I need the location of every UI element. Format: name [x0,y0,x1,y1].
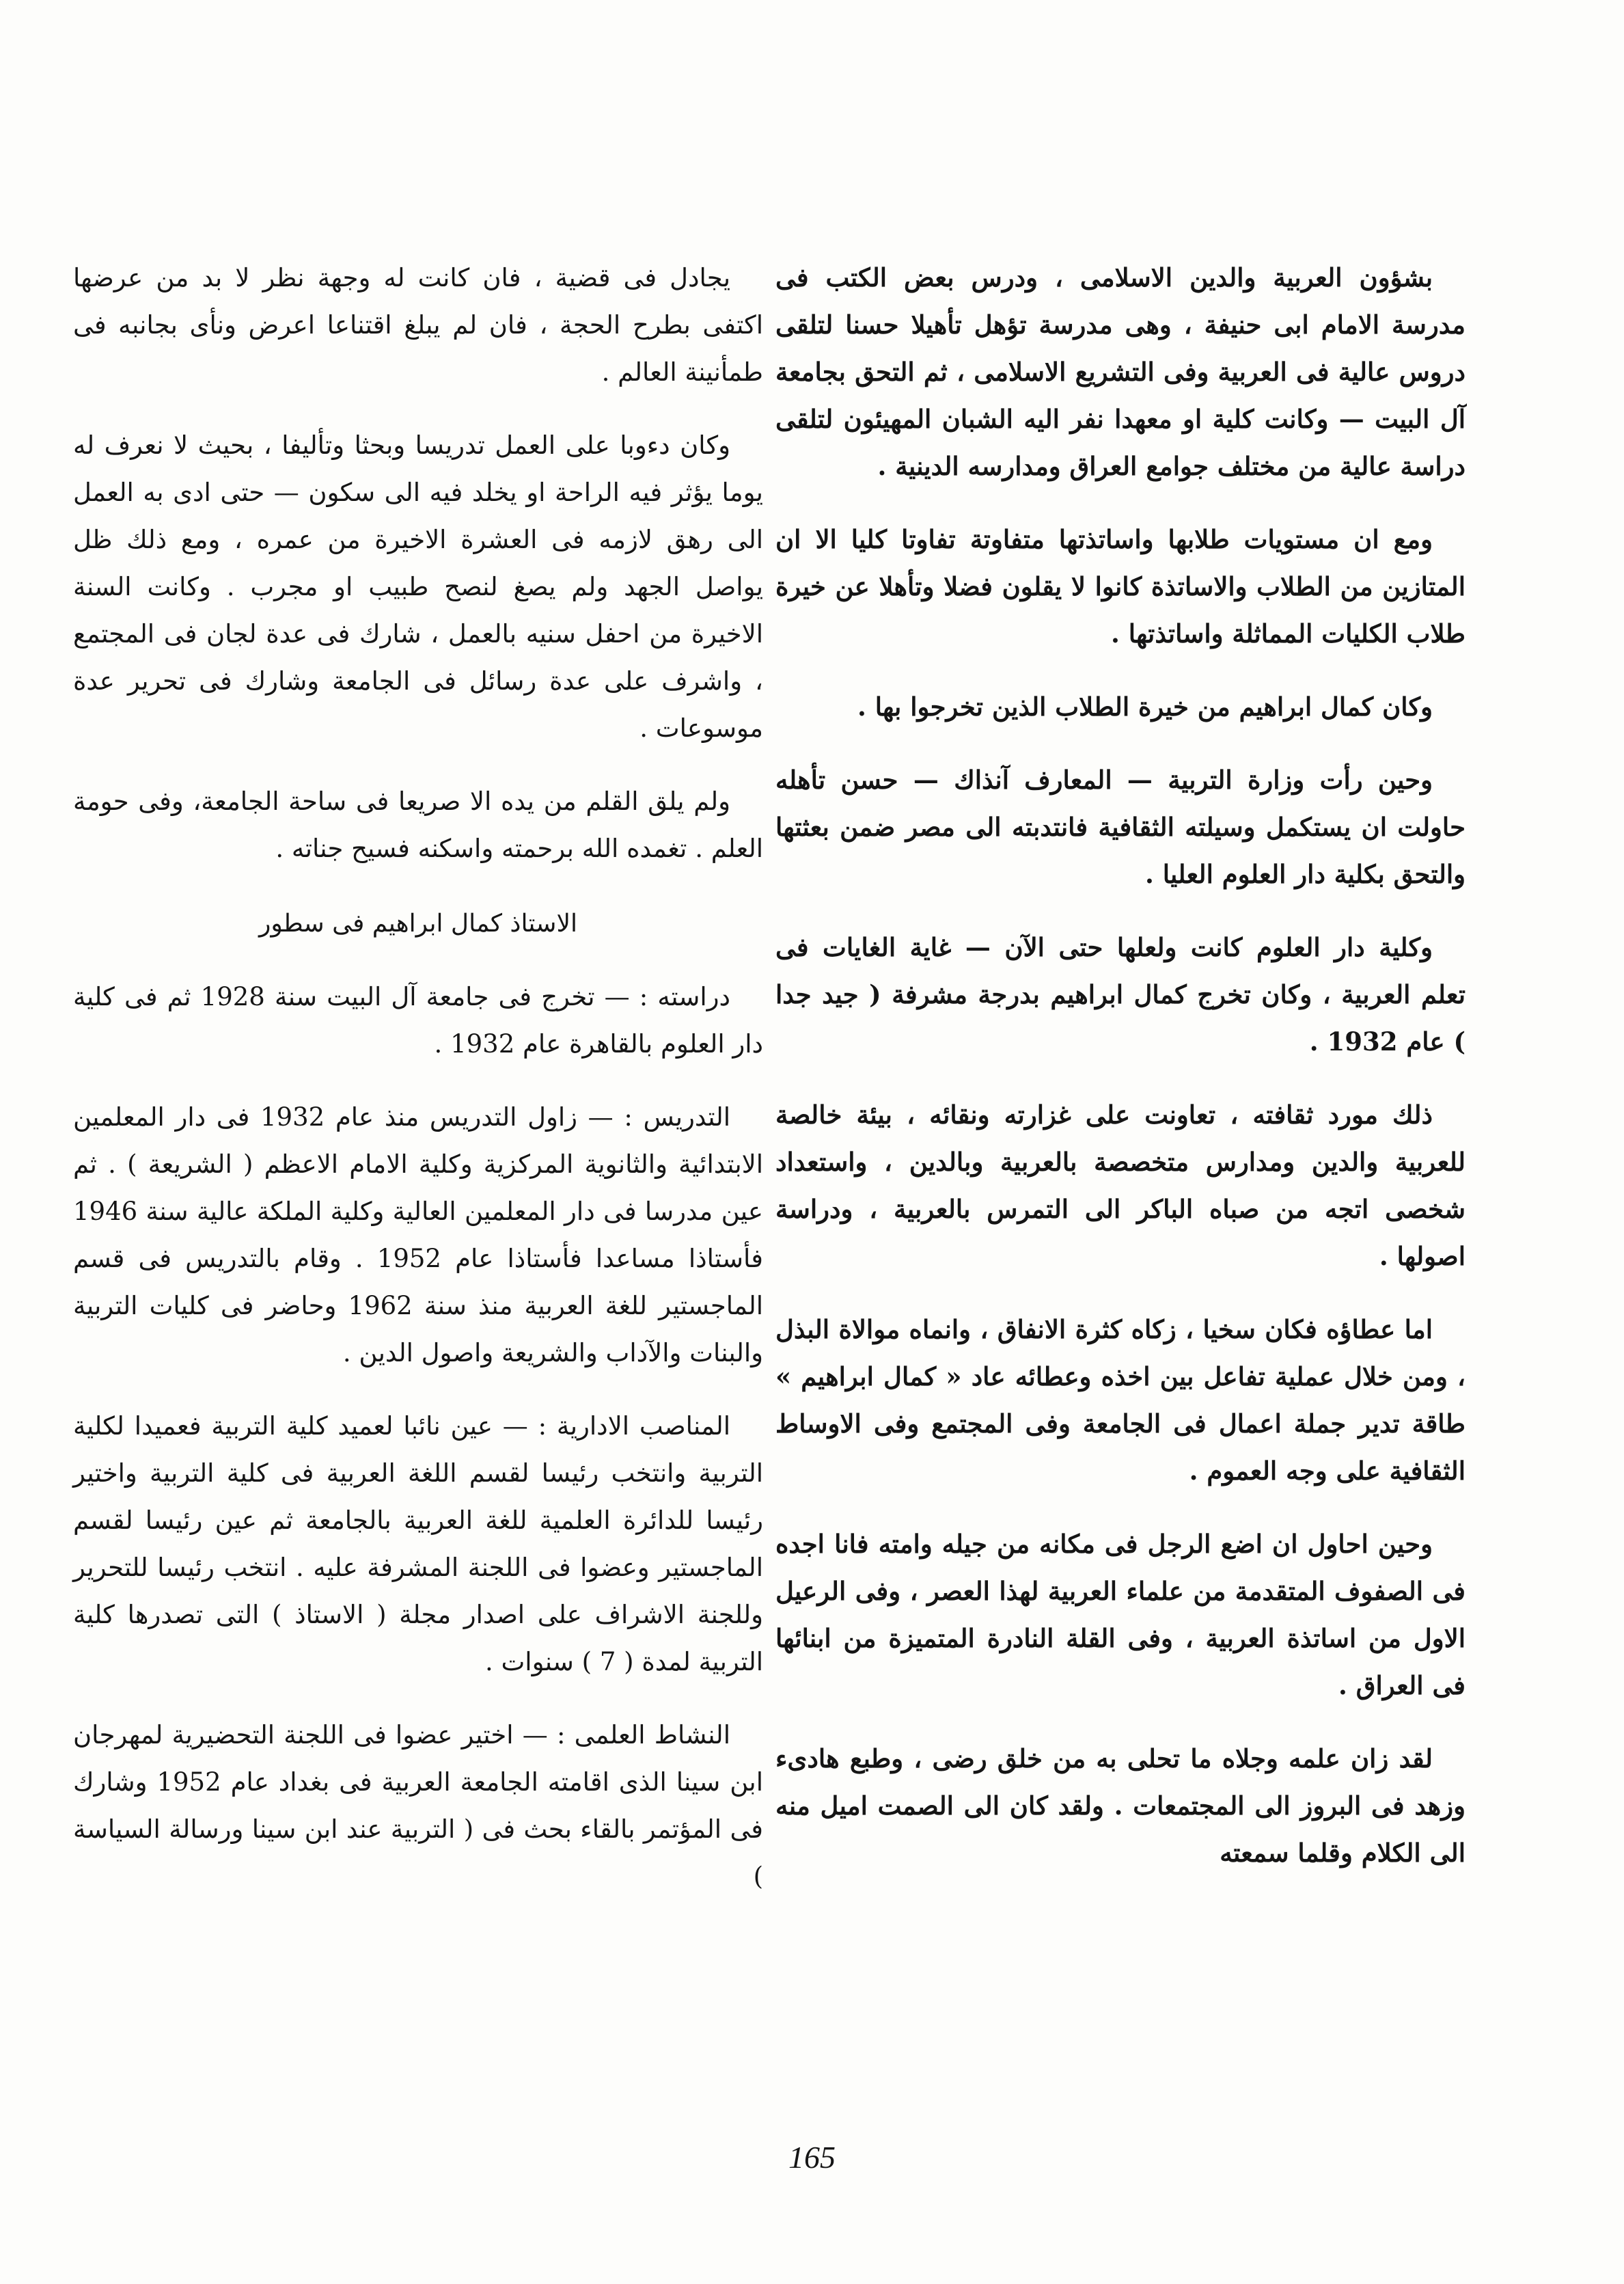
teaching-paragraph: التدريس : — زاول التدريس منذ عام 1932 فى دار المعلمين الابتدائية والثانوية المركزية وكلية الامام الاعظم ( الشريعة ) . ثم عين مدرسا فى دار المعلمين العالية وكلية الملكة عالية سنة 1946 فأستاذا مساعدا فأستاذا عام 1952 . وقام بالتدريس فى قسم الماجستير للغة العربية منذ سنة 1962 وحاضر فى كليات التربية والبنات والآداب والشريعة واصول الدين . [73,1102,764,1368]
right-paragraph-1: بشؤون العربية والدين الاسلامى ، ودرس بعض الكتب فى مدرسة الامام ابى حنيفة ، وهى مدرسة تؤهل تأهيلا حسنا لتلقى دروس عالية فى العربية وفى التشريع الاسلامى ، ثم التحق بجامعة آل البيت — وكانت كلية او معهدا نفر اليه الشبان المهيئون لتلقى دراسة عالية من مختلف جوامع العراق ومدارسه الدينية . [775,262,1465,481]
studies-paragraph: دراسته : — تخرج فى جامعة آل البيت سنة 1928 ثم فى كلية دار العلوم بالقاهرة عام 1932 . [73,982,763,1059]
right-paragraph-4: وحين رأت وزارة التربية — المعارف آنذاك — حسن تأهله حاولت ان يستكمل وسيلته الثقافية فانتدبته الى مصر ضمن بعثتها والتحق بكلية دار العلوم العليا . [775,765,1465,889]
right-paragraph-6: ذلك مورد ثقافته ، تعاونت على غزارته ونقائه ، بيئة خالصة للعربية والدين ومدارس متخصصة بالعربية وبالدين ، واستعداد شخصى اتجه من صباه الباكر الى التمرس بالعربية ، ودراسة اصولها . [775,1100,1465,1271]
left-paragraph-2: وكان دءوبا على العمل تدريسا وبحثا وتأليفا ، بحيث لا نعرف له يوما يؤثر فيه الراحة او يخلد فيه الى سكون — حتى ادى به العمل الى رهق لازمه فى العشرة الاخيرة من عمره ، ومع ذلك ظل يواصل الجهد ولم يصغ لنصح طبيب او مجرب . وكانت السنة الاخيرة من احفل سنيه بالعمل ، شارك فى عدة لجان فى المجتمع ، واشرف على عدة رسائل فى الجامعة وشارك فى تحرير عدة موسوعات . [73,431,763,743]
right-paragraph-3: وكان كمال ابراهيم من خيرة الطلاب الذين تخرجوا بها . [857,692,1433,722]
scientific-activity-paragraph: النشاط العلمى : — اختير عضوا فى اللجنة التحضيرية لمهرجان ابن سينا الذى اقامته الجامعة العربية فى بغداد عام 1952 وشارك فى المؤتمر بالقاء بحث فى ( التربية عند ابن سينا ورسالة السياسة ) [73,1720,763,1891]
right-paragraph-9: لقد زان علمه وجلاه ما تحلى به من خلق رضى ، وطبع هادىء وزهد فى البروز الى المجتمعات . ولقد كان الى الصمت اميل منه الى الكلام وقلما سمعته [775,1743,1465,1868]
right-paragraph-7: اما عطاؤه فكان سخيا ، زكاه كثرة الانفاق ، وانماه موالاة البذل ، ومن خلال عملية تفاعل بين اخذه وعطائه عاد « كمال ابراهيم » طاقة تدير جملة اعمال فى الجامعة وفى المجتمع وفى الاوساط الثقافية على وجه العموم . [775,1314,1465,1486]
page-number: 165 [788,2140,836,2175]
administrative-positions-paragraph: المناصب الادارية : — عين نائبا لعميد كلية التربية فعميدا لكلية التربية وانتخب رئيسا لقسم اللغة العربية فى كلية التربية واختير رئيسا للدائرة العلمية للغة العربية بالجامعة ثم عين رئيسا لقسم الماجستير وعضوا فى اللجنة المشرفة عليه . انتخب رئيسا للتحرير وللجنة الاشراف على اصدار مجلة ( الاستاذ ) التى تصدرها كلية التربية لمدة ( 7 ) سنوات . [73,1411,763,1676]
section-heading: الاستاذ كمال ابراهيم فى سطور [259,910,577,938]
right-paragraph-8: وحين احاول ان اضع الرجل فى مكانه من جيله وامته فانا اجده فى الصفوف المتقدمة من علماء العربية لهذا العصر ، وفى الرعيل الاول من اساتذة العربية ، وفى القلة النادرة المتميزة من ابنائها فى العراق . [775,1529,1465,1700]
left-paragraph-3: ولم يلق القلم من يده الا صريعا فى ساحة الجامعة، وفى حومة العلم . تغمده الله برحمته واسكنه فسيح جناته . [73,787,763,863]
left-column [73,254,763,1926]
left-paragraph-1: يجادل فى قضية ، فان كانت له وجهة نظر لا بد من عرضها اكتفى بطرح الحجة ، فان لم يبلغ اقتناعا اعرض ونأى بجانبه فى طمأنينة العالم . [73,263,763,387]
right-column [775,254,1465,1903]
right-paragraph-2: ومع ان مستويات طلابها واساتذتها متفاوتة تفاوتا كليا الا ان المتازين من الطلاب والاساتذة كانوا لا يقلون فضلا وتأهلا عن خيرة طلاب الكليات المماثلة واساتذتها . [775,524,1465,649]
right-paragraph-5: وكلية دار العلوم كانت ولعلها حتى الآن — غاية الغايات فى تعلم العربية ، وكان تخرج كمال ابراهيم بدرجة مشرفة ( جيد جدا ) عام 1932 . [775,932,1465,1057]
